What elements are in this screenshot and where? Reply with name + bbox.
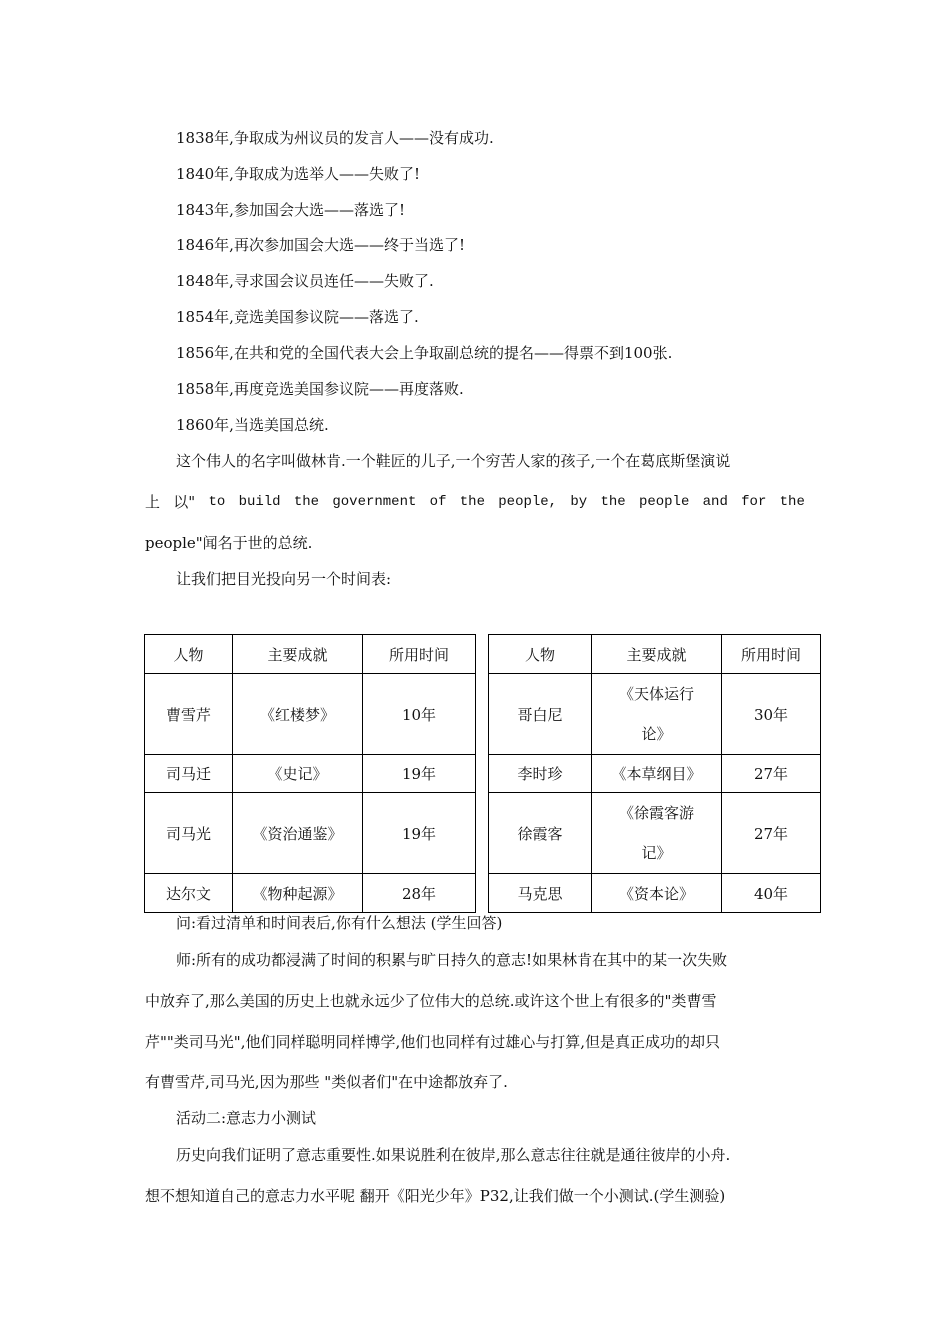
time-used: 27年 <box>722 755 821 793</box>
timeline-1848: 1848年,寻求国会议员连任——失败了. <box>176 272 434 290</box>
achievement-line: 《徐霞客游 <box>618 804 694 822</box>
achievement <box>592 793 722 874</box>
timeline-1840: 1840年,争取成为选举人——失败了! <box>176 165 420 183</box>
word: people, <box>498 494 558 510</box>
person-name: 达尔文 <box>145 874 233 913</box>
person-name: 司马光 <box>145 793 233 874</box>
timeline-1838: 1838年,争取成为州议员的发言人——没有成功. <box>176 129 494 147</box>
header-time-right: 所用时间 <box>722 635 821 674</box>
header-person-right: 人物 <box>489 635 592 674</box>
person-name: 马克思 <box>489 874 592 913</box>
lincoln-paragraph-line1: 这个伟人的名字叫做林肯.一个鞋匠的儿子,一个穷苦人家的孩子,一个在葛底斯堡演说 <box>176 452 731 470</box>
question-line: 问:看过清单和时间表后,你有什么想法 (学生回答) <box>176 914 503 932</box>
timeline-1843: 1843年,参加国会大选——落选了! <box>176 201 405 219</box>
timeline-1860: 1860年,当选美国总统. <box>176 416 329 434</box>
achievement-line: 记》 <box>641 844 672 862</box>
time-used: 30年 <box>722 674 821 755</box>
lincoln-paragraph-line3: people"闻名于世的总统. <box>145 534 313 552</box>
time-used: 28年 <box>363 874 476 913</box>
history-line2: 想不想知道自己的意志力水平呢 翻开《阳光少年》P32,让我们做一个小测试.(学生测验) <box>145 1187 726 1205</box>
achievement-line: 《天体运行 <box>618 685 694 703</box>
word: to <box>208 494 226 510</box>
word: people <box>638 494 690 510</box>
word: the <box>293 494 320 510</box>
timeline-1858: 1858年,再度竞选美国参议院——再度落败. <box>176 380 464 398</box>
header-time-left: 所用时间 <box>363 635 476 674</box>
time-used: 19年 <box>363 793 476 874</box>
achievement: 《红楼梦》 <box>233 674 363 755</box>
teacher-line3: 芹""类司马光",他们同样聪明同样博学,他们也同样有过雄心与打算,但是真正成功的却只 <box>145 1033 721 1051</box>
timeline-1854: 1854年,竞选美国参议院——落选了. <box>176 308 419 326</box>
teacher-line2: 中放弃了,那么美国的历史上也就永远少了位伟大的总统.或许这个世上有很多的"类曹雪 <box>145 992 717 1010</box>
word: build <box>238 494 281 510</box>
achievement-table <box>144 634 821 913</box>
person-name: 哥白尼 <box>489 674 592 755</box>
teacher-line4: 有曹雪芹,司马光,因为那些 "类似者们"在中途都放弃了. <box>145 1073 508 1091</box>
table-intro: 让我们把目光投向另一个时间表: <box>176 570 392 588</box>
achievement: 《资治通鉴》 <box>233 793 363 874</box>
person-name: 李时珍 <box>489 755 592 793</box>
achievement-line: 论》 <box>641 725 672 743</box>
header-achievement-left: 主要成就 <box>233 635 363 674</box>
time-used: 10年 <box>363 674 476 755</box>
word: and <box>702 494 728 510</box>
word: the <box>779 494 805 510</box>
word: government <box>332 494 417 510</box>
word: 以" <box>173 493 196 511</box>
achievement: 《物种起源》 <box>233 874 363 913</box>
word: of <box>429 494 447 510</box>
achievement <box>592 674 722 755</box>
word: 上 <box>145 493 161 511</box>
person-name: 司马迁 <box>145 755 233 793</box>
timeline-1846: 1846年,再次参加国会大选——终于当选了! <box>176 236 465 254</box>
word: for <box>741 494 767 510</box>
achievement: 《史记》 <box>233 755 363 793</box>
lincoln-paragraph-line2 <box>145 492 805 512</box>
achievement: 《资本论》 <box>592 874 722 913</box>
teacher-line1: 师:所有的成功都浸满了时间的积累与旷日持久的意志!如果林肯在其中的某一次失败 <box>176 951 728 969</box>
table-header-row <box>145 635 821 674</box>
achievement: 《本草纲目》 <box>592 755 722 793</box>
activity-title: 活动二:意志力小测试 <box>176 1109 317 1127</box>
header-person-left: 人物 <box>145 635 233 674</box>
table-gap <box>476 635 489 913</box>
time-used: 19年 <box>363 755 476 793</box>
word: the <box>459 494 485 510</box>
word: by <box>570 494 588 510</box>
time-used: 27年 <box>722 793 821 874</box>
time-used: 40年 <box>722 874 821 913</box>
history-line1: 历史向我们证明了意志重要性.如果说胜利在彼岸,那么意志往往就是通往彼岸的小舟. <box>176 1146 731 1164</box>
header-achievement-right: 主要成就 <box>592 635 722 674</box>
word: the <box>600 494 626 510</box>
timeline-1856: 1856年,在共和党的全国代表大会上争取副总统的提名——得票不到100张. <box>176 344 673 362</box>
person-name: 曹雪芹 <box>145 674 233 755</box>
person-name: 徐霞客 <box>489 793 592 874</box>
